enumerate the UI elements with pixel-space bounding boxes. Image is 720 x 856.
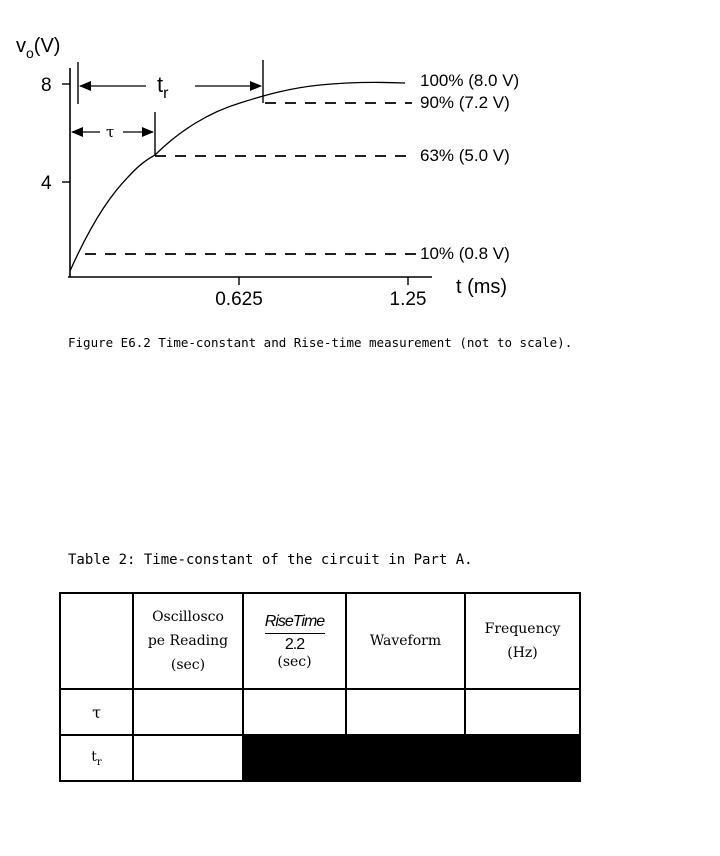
tr-label: $t_r$ xyxy=(157,72,169,102)
fraction-bar xyxy=(265,633,325,634)
level-90-label: 90% (7.2 V) xyxy=(420,93,510,112)
y-tick-label-8: 8 xyxy=(41,75,52,96)
y-tick-label-4: 4 xyxy=(41,173,52,194)
table-row-tau xyxy=(60,689,580,735)
header-oscilloscope-line3: (sec) xyxy=(170,657,206,673)
header-oscilloscope-line1: Oscillosco xyxy=(152,609,224,625)
header-risetime-denominator: 2.2 xyxy=(284,635,305,653)
tau-waveform-cell[interactable] xyxy=(346,689,465,735)
time-constant-table xyxy=(59,592,581,782)
figure-caption: Figure E6.2 Time-constant and Rise-time measurement (not to scale). xyxy=(68,335,573,350)
level-10-label: 10% (0.8 V) xyxy=(420,244,510,263)
tr-risetime-cell-blacked xyxy=(243,735,346,781)
tr-waveform-cell-blacked xyxy=(346,735,465,781)
header-waveform: Waveform xyxy=(346,593,465,689)
tau-arrowhead-right xyxy=(142,127,154,137)
header-risetime-unit: (sec) xyxy=(277,653,312,670)
header-risetime-numerator: RiseTime xyxy=(264,612,325,630)
rise-time-figure xyxy=(0,0,720,320)
x-axis-label: t (ms) xyxy=(456,276,508,298)
header-oscilloscope xyxy=(133,593,243,689)
table-header-row xyxy=(60,593,580,689)
tau-risetime-cell[interactable] xyxy=(243,689,346,735)
level-63-label: 63% (5.0 V) xyxy=(420,146,510,165)
header-frequency-line2: (Hz) xyxy=(507,645,538,661)
x-tick-label-0625: 0.625 xyxy=(215,289,263,310)
tr-oscilloscope-cell[interactable] xyxy=(133,735,243,781)
tau-oscilloscope-cell[interactable] xyxy=(133,689,243,735)
row-label-tr-main: t xyxy=(91,748,97,765)
header-empty-cell xyxy=(60,593,133,689)
x-tick-label-125: 1.25 xyxy=(389,289,427,310)
header-frequency-line1: Frequency xyxy=(484,621,561,637)
table-row-tr xyxy=(60,735,580,781)
table-caption: Table 2: Time-constant of the circuit in Part A. xyxy=(68,552,473,568)
tr-frequency-cell-blacked xyxy=(465,735,580,781)
level-100-label: 100% (8.0 V) xyxy=(420,71,520,90)
y-axis-label: $v_o(V)$ xyxy=(16,35,61,61)
row-label-tr xyxy=(60,735,133,781)
header-risetime xyxy=(243,593,346,689)
header-oscilloscope-line2: pe Reading xyxy=(147,633,229,649)
header-frequency xyxy=(465,593,580,689)
tau-arrowhead-left xyxy=(71,127,83,137)
row-label-tr-sub: r xyxy=(96,756,102,768)
tau-label: τ xyxy=(106,123,115,141)
row-label-tau: τ xyxy=(60,689,133,735)
tr-arrowhead-left xyxy=(79,81,91,91)
tr-arrowhead-right xyxy=(250,81,262,91)
tau-frequency-cell[interactable] xyxy=(465,689,580,735)
charging-curve xyxy=(70,82,405,271)
